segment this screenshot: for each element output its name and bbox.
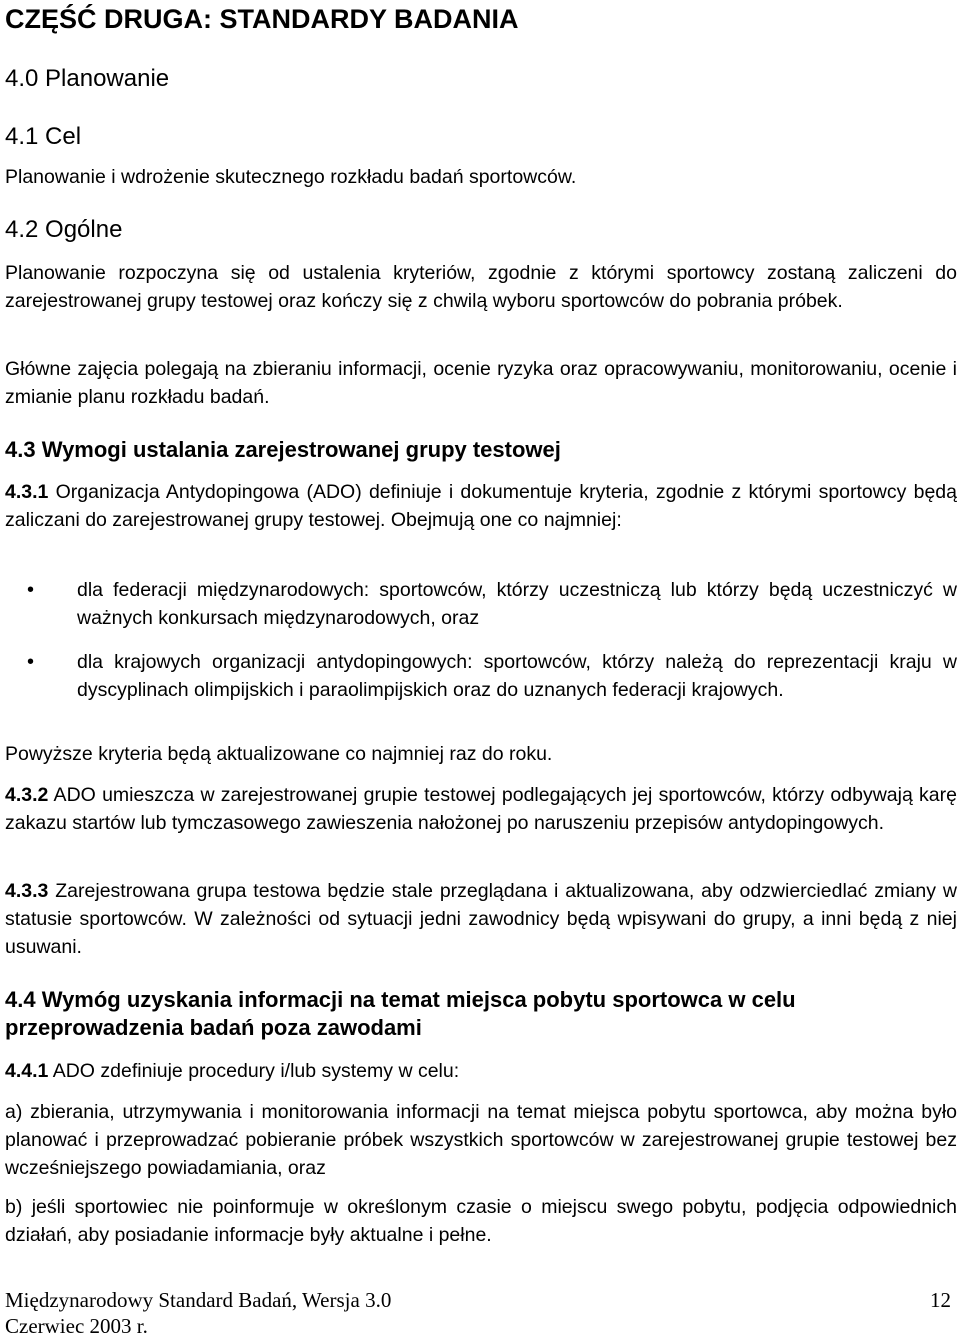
clause-text: Zarejestrowana grupa testowa będzie stale przeglądana i aktualizowana, aby odzwierciedlać zmiany w statusie sportowców. W zależności od sytuacji jedni zawodnicy będą wpisywani do grupy, a inni będą z niej usuwani. [5, 880, 957, 958]
list-item-text: dla federacji międzynarodowych: sportowców, którzy uczestniczą lub którzy będą uczestniczyć w ważnych konkursach międzynarodowych, oraz [77, 579, 957, 629]
paragraph-4-2-a: Planowanie rozpoczyna się od ustalenia kryteriów, zgodnie z którymi sportowcy zostaną zaliczeni do zarejestrowanej grupy testowej oraz kończy się z chwilą wyboru sportowców do pobrania próbek. [5, 262, 957, 312]
footer-standard-name: Międzynarodowy Standard Badań, Wersja 3.0 [5, 1288, 392, 1312]
clause-number: 4.3.2 [5, 784, 49, 806]
footer-date: Czerwiec 2003 r. [5, 1314, 148, 1338]
clause-text: ADO umieszcza w zarejestrowanej grupie testowej podlegających jej sportowców, którzy odbywają karę zakazu startów lub tymczasowego zawieszenia nałożonej po naruszeniu przepisów antydopingowych. [5, 784, 957, 834]
paragraph-criteria-update: Powyższe kryteria będą aktualizowane co najmniej raz do roku. [5, 743, 553, 765]
heading-4-1: 4.1 Cel [5, 123, 82, 150]
bullet-icon: • [27, 579, 35, 601]
heading-4-0: 4.0 Planowanie [5, 65, 170, 92]
paragraph-item-b: b) jeśli sportowiec nie poinformuje w określonym czasie o miejscu swego pobytu, podjęcia odpowiednich działań, aby posiadanie informacje były aktualne i pełne. [5, 1196, 957, 1246]
heading-4-4: 4.4 Wymóg uzyskania informacji na temat miejsca pobytu sportowca w celu przeprowadzenia badań poza zawodami [5, 987, 796, 1040]
clause-text: ADO zdefiniuje procedury i/lub systemy w celu: [48, 1060, 460, 1082]
page-footer [5, 1287, 957, 1339]
paragraph-4-4-1 [5, 1057, 957, 1085]
paragraph-4-3-3 [5, 877, 957, 961]
list-item [5, 648, 957, 704]
heading-4-3: 4.3 Wymogi ustalania zarejestrowanej grupy testowej [5, 437, 561, 462]
list-item [5, 576, 957, 632]
clause-number: 4.3.1 [5, 481, 49, 503]
page-number: 12 [930, 1288, 951, 1312]
clause-text: Organizacja Antydopingowa (ADO) definiuje i dokumentuje kryteria, zgodnie z którymi sportowcy będą zaliczani do zarejestrowanej grupy testowej. Obejmują one co najmniej: [5, 481, 957, 531]
paragraph-4-2-b: Główne zajęcia polegają na zbieraniu informacji, ocenie ryzyka oraz opracowywaniu, monitorowaniu, ocenie i zmianie planu rozkładu badań. [5, 358, 957, 408]
paragraph-4-1: Planowanie i wdrożenie skutecznego rozkładu badań sportowców. [5, 166, 577, 188]
paragraph-4-3-2 [5, 781, 957, 837]
part-title: CZĘŚĆ DRUGA: STANDARDY BADANIA [5, 4, 519, 34]
bullet-icon: • [27, 651, 35, 673]
criteria-list [5, 576, 957, 704]
heading-4-2: 4.2 Ogólne [5, 216, 123, 243]
paragraph-item-a: a) zbierania, utrzymywania i monitorowania informacji na temat miejsca pobytu sportowca, aby można było planować i przeprowadzać pobieranie próbek wszystkich sportowców w zarejestrowanej grupie testowej bez wcześniejszego powiadamiania, oraz [5, 1101, 957, 1179]
clause-number: 4.3.3 [5, 880, 49, 902]
list-item-text: dla krajowych organizacji antydopingowych: sportowców, którzy należą do reprezentacji kraju w dyscyplinach olimpijskich i paraolimpijskich oraz do uznanych federacji krajowych. [77, 651, 957, 701]
clause-number: 4.4.1 [5, 1060, 49, 1082]
paragraph-4-3-1 [5, 478, 957, 534]
